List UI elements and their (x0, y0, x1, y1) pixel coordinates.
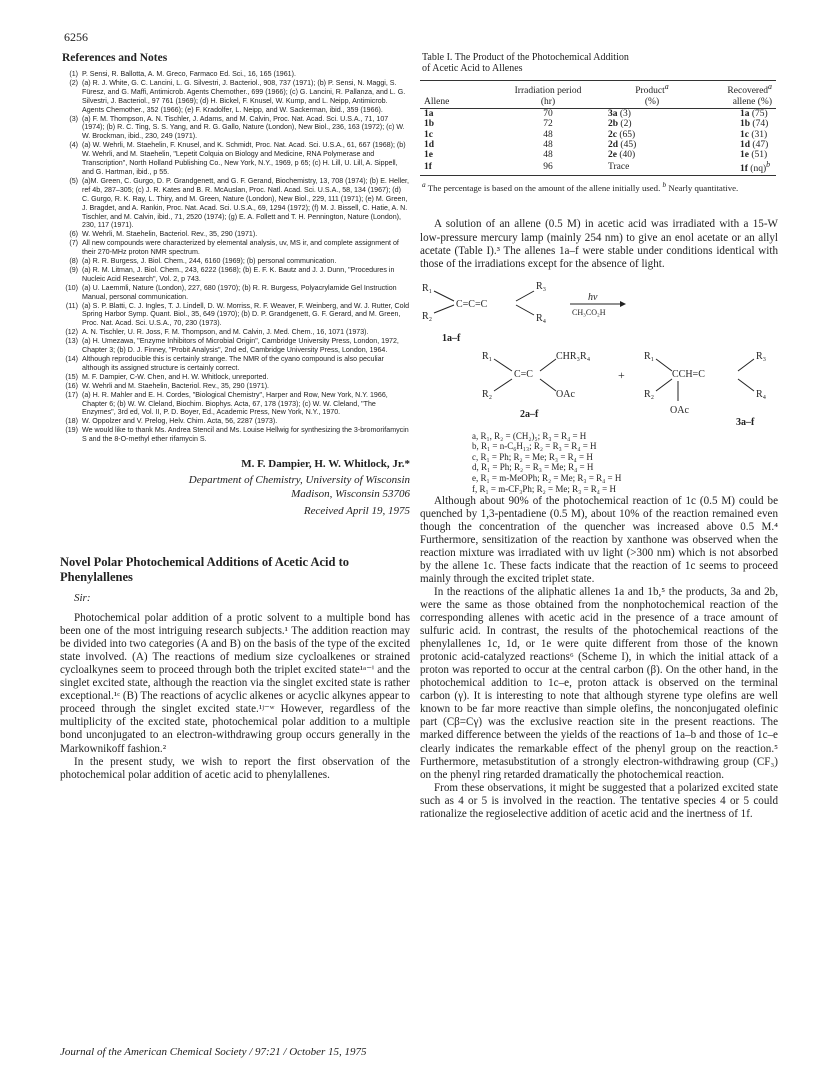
body-paragraph: From these observations, it might be suggested that a polarized excited state such as 4 or 5 is involved in the reaction. The tentative species 4 or 5 could rationalize the regioselective addition of acetic acid and the inertness of 1f. (420, 781, 778, 820)
table-cell: 96 (543, 162, 553, 173)
table-cell: Trace (608, 162, 630, 173)
bond-line (540, 379, 556, 391)
page-number: 6256 (64, 30, 88, 44)
bond-line (540, 359, 556, 371)
table-row (420, 109, 776, 120)
table-cell: 70 (543, 109, 553, 120)
article-title: Novel Polar Photochemical Additions of Acetic Acid to Phenylallenes (60, 555, 349, 584)
references-list (60, 70, 410, 444)
table-row (420, 160, 776, 175)
left-column (60, 52, 410, 782)
reference-text: W. Oppolzer and V. Prelog, Helv. Chim. Acta, 56, 2287 (1973). (82, 417, 278, 426)
scheme-label-r4: R₄ (756, 388, 767, 400)
reference-number: (11) (65, 301, 78, 310)
table-cell: 1a (75) (740, 109, 768, 120)
references-title: References and Notes (62, 52, 168, 64)
scheme-label-r2: R₂ (422, 310, 433, 322)
scheme-label-r2: R₂ (482, 388, 493, 400)
table-cell: 72 (543, 119, 553, 130)
scheme-reagent: CH₃CO₂H (572, 307, 606, 317)
reference-item (60, 328, 410, 337)
table-cell: 2c (65) (608, 129, 636, 140)
table-cell: 1b (424, 119, 435, 130)
bond-line (738, 359, 754, 371)
reference-text: (a)M. Green, C. Gurgo, D. P. Grandgenett, and G. F. Gerand, Biochemistry, 13, 708 (1974); (b) E. Heller, ref 4b, 287–305; (c) J. R. Kates and B. R. McAuslan, Proc. Natl. Acad. Sci. U.S.A., 58, 134 (1967); (d) C. Gurgo, R. K. Ray, L. Thiry, and M. Green, Nature (London), New Biol., 229, 111 (1971); (e) M. Green, J. Bragdet, and A. Rankin, Proc. Nat. Acad. Sci. U.S.A., 69, 1294 (1972); (f) M. J. Bissell, C. Hatie, A. N. Tischler, and M. Calvin, ibid., 71, 2520 (1974); (g) E. A. Follett and T. H. Pennington, Nature (London), 230, 117 (1971). (82, 176, 409, 230)
reference-number: (1) (69, 70, 78, 78)
table-cell: 2d (45) (608, 139, 637, 150)
body-paragraph: Photochemical polar addition of a protic solvent to a multiple bond has been one of the most intriguing research subjects.¹ The addition reaction may be divided into two categories (A and B) on the basis of the type of the excited state involved. (A) The reactions of medium size cycloalkenes or strained cycloalkynes seem to proceed through both the triplet excited state¹ᵃ⁻ⁱ and the singlet excited state, although the reaction via the singlet excited state is rather exceptional.¹ᶜ (B) The reactions of acyclic alkenes or acyclic alkynes appear to proceed through the singlet excited state.¹ʲ⁻ʷ However, regardless of the multiplicity of the excited state, photochemical polar addition to a multiple bond unconjugated to an electron-withdrawing group occurs generally in the Markownikoff fashion.² (60, 612, 410, 755)
column-header: Allene (424, 96, 450, 107)
compound-label-2: 2a–f (520, 408, 539, 420)
reference-text: M. F. Dampier, C-W. Chen, and H. W. Whitlock, unreported. (82, 372, 269, 381)
body-paragraph: In the reactions of the aliphatic allenes 1a and 1b,⁵ the products, 3a and 2b, were the same as those obtained from the nonphotochemical reaction of the corresponding allenes with acetic acid in the presence of a trace amount of sulfuric acid. In contrast, the results of the photochemical reactions of the phenylallenes 1c, 1d, or 1e were quite different from those of the known protonic acid-catalyzed reactions⁶ (Scheme I), in which the initial attack of a proton was reported to occur at the central carbon (β). On the other hand, in the photochemical addition to 1c–e, proton attack is observed on the terminal carbon (γ). It is interesting to note that although styrene type olefins are well known to be far more reactive than simple olefins, the nonconjugated olefinic part (Cβ=Cγ) was the exclusive reaction site in the present reactions. The marked difference between the yields of the reactions of 1a–b and those of 1c–e clearly indicates the remarkable effect of the phenyl group on the reaction.⁵ Furthermore, metasubstitution of a strongly electron-withdrawing group (CF₃) on the phenyl ring retarded dramatically the photochemical reaction. (420, 585, 778, 781)
body-paragraph: In the present study, we wish to report the first observation of the photochemical polar addition of acetic acid to phenylallenes. (60, 755, 410, 781)
reference-item (60, 257, 410, 266)
reference-item (60, 426, 410, 444)
reference-text: (a) H. Umezawa, "Enzyme Inhibitors of Microbial Origin", Cambridge University Press, London, 1972, Chapter 3; (b) D. J. Finney, "Probit Analysis", 2nd ed, Cambridge University Press, London, 1964. (82, 337, 399, 355)
bond-line (494, 379, 512, 391)
reference-number: (8) (69, 257, 78, 266)
reference-number: (15) (65, 372, 78, 381)
reference-item (60, 284, 410, 302)
table-cell: 1f (nq)$^b$ (740, 160, 771, 175)
bond-line (434, 305, 454, 313)
reference-number: (13) (65, 337, 78, 346)
scheme-plus: + (618, 367, 625, 382)
scheme-label-r2: R₂ (644, 388, 655, 400)
table-body (420, 109, 776, 175)
reference-item (60, 239, 410, 257)
reference-text: All new compounds were characterized by elemental analysis, uv, MS ir, and complete assignment of their 270-MHz proton NMR spectrum. (82, 239, 399, 257)
bond-line (656, 379, 672, 391)
table-cell: 1c (424, 129, 433, 140)
substituent-line: b, R₁ = n-C₆H₁₃; R₂ = R₃ = R₄ = H (472, 441, 597, 452)
reference-text: We would like to thank Ms. Andrea Stencil and Ms. Louise Hellwig for synthesizing the 3-bromorifamycin S and the 8-O-methyl ether rifamycin S. (82, 426, 409, 444)
reference-number: (12) (65, 328, 78, 337)
reference-text: P. Sensi, R. Ballotta, A. M. Greco, Farmaco Ed. Sci., 16, 165 (1961). (82, 70, 296, 78)
reaction-scheme-drawing (420, 279, 778, 429)
substituent-line: d, R₁ = Ph; R₂ = R₃ = Me; R₄ = H (472, 462, 594, 473)
table-cell: 2e (40) (608, 149, 636, 160)
table-row (420, 150, 776, 160)
reference-item (60, 417, 410, 426)
table-cell: 1e (51) (740, 149, 768, 160)
reference-number: (6) (69, 230, 78, 239)
reference-number: (14) (65, 355, 78, 363)
product-table (420, 80, 776, 176)
reference-number: (5) (69, 176, 78, 185)
reference-item (60, 337, 410, 355)
scheme-label-r1: R₁ (422, 282, 433, 294)
substituent-line: a, R₁, R₂ = (CH₂)₅; R₃ = R₄ = H (472, 430, 587, 441)
reference-item (60, 79, 410, 115)
bond-line (516, 305, 534, 315)
scheme-label-r3: R₃ (536, 280, 547, 292)
table-cell: 48 (543, 139, 553, 150)
substituent-line: f, R₁ = m-CF₃Ph; R₂ = Me; R₃ = R₄ = H (472, 483, 617, 494)
salutation: Sir: (74, 592, 91, 605)
reference-number: (3) (69, 114, 78, 123)
scheme-cc: C=C (514, 368, 533, 380)
reference-item (60, 70, 410, 79)
reference-item (60, 302, 410, 329)
reference-number: (7) (69, 239, 78, 248)
reference-number: (9) (69, 265, 78, 274)
reference-item (60, 355, 410, 373)
compound-label-3: 3a–f (736, 416, 755, 428)
compound-label-1: 1a–f (442, 332, 461, 344)
reference-item (60, 230, 410, 239)
reference-text: (a) W. Wehrli, M. Staehelin, F. Knusel, and K. Schmidt, Proc. Nat. Acad. Sci. U.S.A., 61, 667 (1968); (b) W. Wehrli, and M. Staehelin, "Lepetit Colquia on Biology and Medicine, RNA Polymerase and Transcription", North Holland Publishing Co., New York, N.Y., 1969, p 65; (c) H. Lill, U. Lill, A. Sippell, and G. Hartman, ibid., p 55. (82, 141, 406, 176)
right-column (420, 52, 778, 821)
scheme-label-r3: R₃ (756, 350, 767, 362)
table-cell: 48 (543, 129, 553, 140)
reference-text: (a) R. J. White, G. C. Lancini, L. G. Silvestri, J. Bacteriol., 908, 737 (1971); (b) P. Sensi, N. Maggi, S. Füresz, and G. Maffi, Antimicrob. Agents Chemother., 699 (1966); (c) G. Lancini, R. Pallanza, and L. G. Silvestri, J. Bacteriol., 97 761 (1969); (d) H. Bickel, F. Knusel, W. Kump, and L. Neipp, Antimicrob. Agents Chemother., 352 (1966); (e) F. Kradolfer, L. Neipp, and W. Sackerman, ibid., 359 (1966). (82, 78, 406, 114)
reference-text: W. Wehrli and M. Staehelin, Bacteriol. Rev., 35, 290 (1971). (82, 381, 270, 390)
affiliation (60, 474, 410, 501)
table-row (420, 119, 776, 129)
scheme-chr: CHR₃R₄ (556, 350, 591, 362)
reference-number: (18) (65, 417, 78, 426)
reference-text: (a) F. M. Thompson, A. N. Tischler, J. Adams, and M. Calvin, Proc. Nat. Acad. Sci. U.S.A., 71, 107 (1974); (b) R. C. Ting, S. S. Yang, and R. G. Gallo, Nature (London), New Biol., 236, 163 (1972); (c) W. W. Brockman, ibid., 230, 249 (1971). (82, 114, 405, 141)
column-header: Product$^a$ (%) (635, 82, 669, 107)
scheme-cch: CCH=C (672, 368, 705, 380)
table-cell: 1d (424, 139, 435, 150)
body-paragraph: A solution of an allene (0.5 M) in acetic acid was irradiated with a 15-W low-pressure mercury lamp (mainly 254 nm) to give an enol acetate or an allyl acetate (Table I).³ The allenes 1a–f were stable under conditions identical with those of the irradiations except for the absence of light. (420, 218, 778, 270)
table-cell: 48 (543, 149, 553, 160)
reference-item (60, 391, 410, 418)
substituent-line: c, R₁ = Ph; R₂ = Me; R₃ = R₄ = H (472, 451, 593, 462)
substituent-list (472, 431, 621, 495)
reference-text: (a) R. R. Burgess, J. Biol. Chem., 244, 6160 (1969); (b) personal communication. (82, 257, 337, 266)
reference-text: W. Wehrli, M. Staehelin, Bacteriol. Rev., 35, 290 (1971). (82, 230, 258, 239)
journal-footer: Journal of the American Chemical Society / 97:21 / October 15, 1975 (60, 1046, 367, 1058)
reference-item (60, 115, 410, 142)
table-title-line: Table I. The Product of the Photochemical Addition (422, 52, 629, 63)
reference-text: (a) R. M. Litman, J. Biol. Chem., 243, 6222 (1968); (b) E. F. K. Bautz and J. J. Dunn, "Procedures in Nucleic Acid Research", Vol. 2, p 743. (82, 265, 395, 283)
reference-text: (a) U. Laemmli, Nature (London), 227, 680 (1970); (b) R. R. Burgess, Polyacrylamide Gel Instruction Manual, personal communication. (82, 283, 397, 301)
reference-text: (a) S. P. Blatti, C. J. Ingles, T. J. Lindell, D. W. Morriss, R. F. Weaver, F. Weinberg, and W. J. Rutter, Cold Spring Harbor Symp. Quant. Biol., 35, 649 (1970); (b) D. P. Grandgenett, G. F. Gerard, and M. Green, Proc. Nat. Acad. Sci. U.S.A., 70, 230 (1973). (82, 301, 410, 328)
reaction-scheme (420, 279, 778, 495)
author-line: M. F. Dampier, H. W. Whitlock, Jr.* (241, 458, 410, 471)
body-paragraph: Although about 90% of the photochemical reaction of 1c (0.5 M) could be quenched by 1,3-pentadiene (0.5 M), about 10% of the reaction remained even though the concentration of the quencher was increased above 0.5 M.⁴ Furthermore, sensitization of the reaction by xanthone was observed when the reaction mixture was irradiated with uv light (>300 nm) which is not absorbed by the allene 1c. These facts indicate that the reaction of 1c seems to proceed mainly through the excited triplet state. (420, 494, 778, 585)
reference-number: (4) (69, 141, 78, 150)
reference-item (60, 141, 410, 177)
substituent-line: e, R₁ = m-MeOPh; R₂ = Me; R₃ = R₄ = H (472, 473, 622, 484)
reference-text: A. N. Tischler, U. R. Joss, F. M. Thompson, and M. Calvin, J. Med. Chem., 16, 1071 (1973). (82, 328, 369, 337)
table-footnote: $^a$ The percentage is based on the amount of the allene initially used. $^b$ Nearly quantitative. (422, 179, 739, 193)
table-title-line: of Acetic Acid to Allenes (422, 63, 523, 74)
table-row (420, 130, 776, 140)
reference-number: (10) (65, 283, 78, 292)
table-title (422, 52, 778, 74)
reference-text: (a) H. R. Mahler and E. H. Cordes, "Biological Chemistry", Harper and Row, New York, N.Y. 1966, Chapter 6; (b) W. W. Cleland, Biochim. Biophys. Acta, 67, 178 (1973); (c) W. W. Cleland, "The Enzymes", 3rd ed, Vol. II, P. D. Boyer, Ed., Academic Press, New York, N.Y., 1970. (82, 390, 388, 417)
reference-number: (19) (65, 426, 78, 435)
reference-number: (2) (69, 78, 78, 87)
reference-item (60, 373, 410, 382)
arrow-head (620, 301, 626, 307)
table-cell: 2b (2) (608, 119, 632, 130)
table-cell: 1e (424, 149, 433, 160)
affiliation-line: Department of Chemistry, University of Wisconsin (188, 474, 410, 487)
scheme-hv: hν (588, 291, 598, 303)
affiliation-line: Madison, Wisconsin 53706 (291, 487, 410, 500)
bond-line (516, 291, 534, 301)
reference-item (60, 266, 410, 284)
table-row (420, 140, 776, 150)
bond-line (494, 359, 512, 371)
scheme-oac: OAc (670, 404, 689, 416)
scheme-label-r1: R₁ (644, 350, 655, 362)
scheme-oac: OAc (556, 388, 575, 400)
received-date: Received April 19, 1975 (303, 505, 410, 518)
scheme-label-r4: R₄ (536, 312, 547, 324)
column-header: Recovered$^a$ allene (%) (727, 82, 772, 107)
table-cell: 3a (3) (608, 109, 631, 120)
table-cell: 1b (74) (740, 119, 769, 130)
bond-line (656, 359, 672, 371)
table-cell: 1f (424, 162, 432, 173)
reference-number: (17) (65, 390, 78, 399)
bond-line (738, 379, 754, 391)
table-cell: 1d (47) (740, 139, 769, 150)
bond-line (434, 291, 454, 301)
column-header: Irradiation period (hr) (514, 86, 582, 107)
reference-number: (16) (65, 381, 78, 390)
table-cell: 1c (31) (740, 129, 768, 140)
scheme-label-r1: R₁ (482, 350, 493, 362)
reference-item (60, 382, 410, 391)
table-cell: 1a (424, 109, 434, 120)
reference-text: Although reproducible this is certainly strange. The NMR of the cyano compound is also peculiar although its assigned structure is certainly correct. (82, 355, 384, 372)
reference-item (60, 177, 410, 230)
scheme-allene: C=C=C (456, 298, 488, 310)
